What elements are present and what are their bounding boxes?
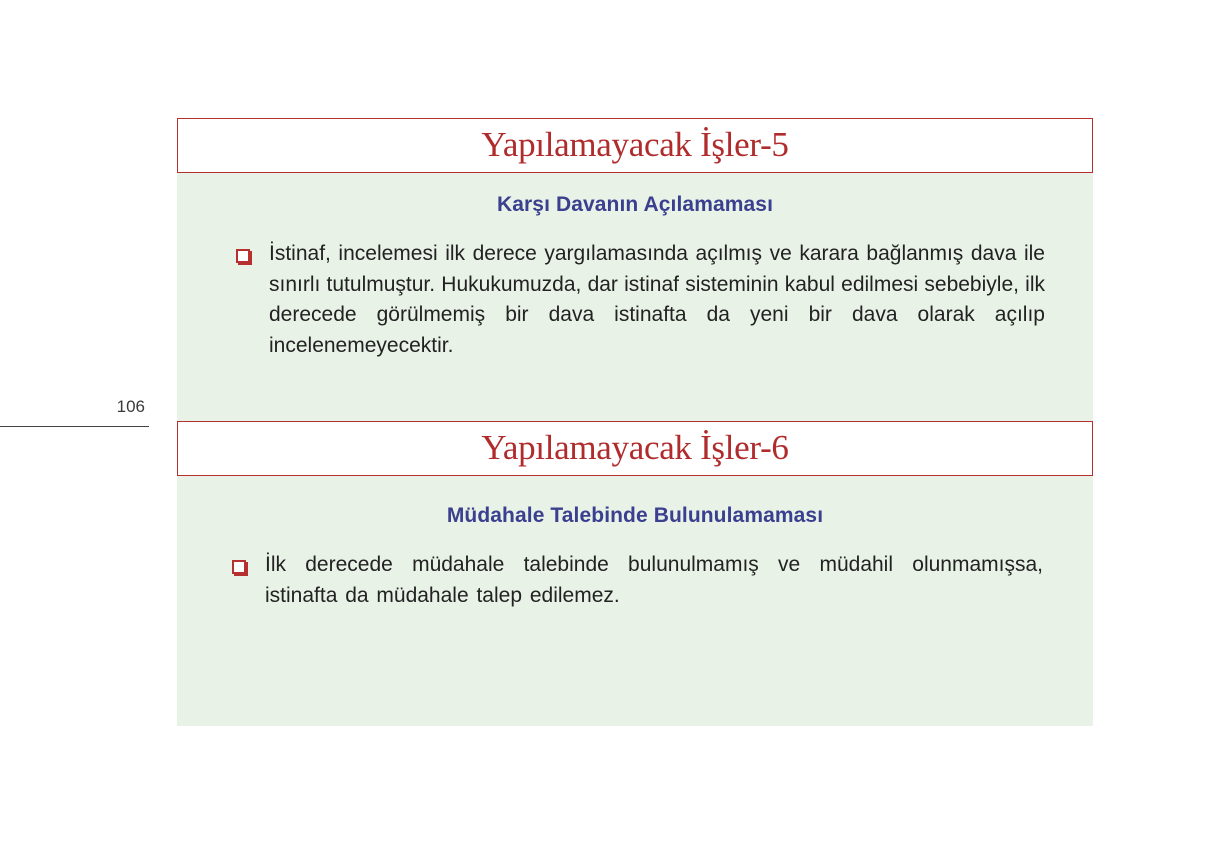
section-yapilamayacak-isler-6 [177,421,1093,726]
checkbox-bullet-icon [232,560,246,574]
section-title: Yapılamayacak İşler-6 [177,421,1093,476]
bullet-text: İlk derecede müdahale talebinde bulunulmamış ve müdahil olunmamışsa, istinafta da müdahale talep edilemez. [265,553,1043,607]
page-number: 106 [116,397,145,416]
checkbox-bullet-icon [236,249,250,263]
section-subtitle: Karşı Davanın Açılamaması [496,193,774,216]
section-subtitle: Müdahale Talebinde Bulunulamaması [446,504,824,527]
page-number-rule [0,426,149,427]
bullet-text: İstinaf, incelemesi ilk derece yargılamasında açılmış ve karara bağlanmış dava ile sınırlı tutulmuştur. Hukukumuzda, dar istinaf sisteminin kabul edilmesi sebebiyle, ilk derecede görülmemiş bir dava istinafta da yeni bir dava olarak açılıp incelenemeyecektir. [269,242,1045,357]
section-title: Yapılamayacak İşler-5 [177,118,1093,173]
section-yapilamayacak-isler-5 [177,118,1093,422]
